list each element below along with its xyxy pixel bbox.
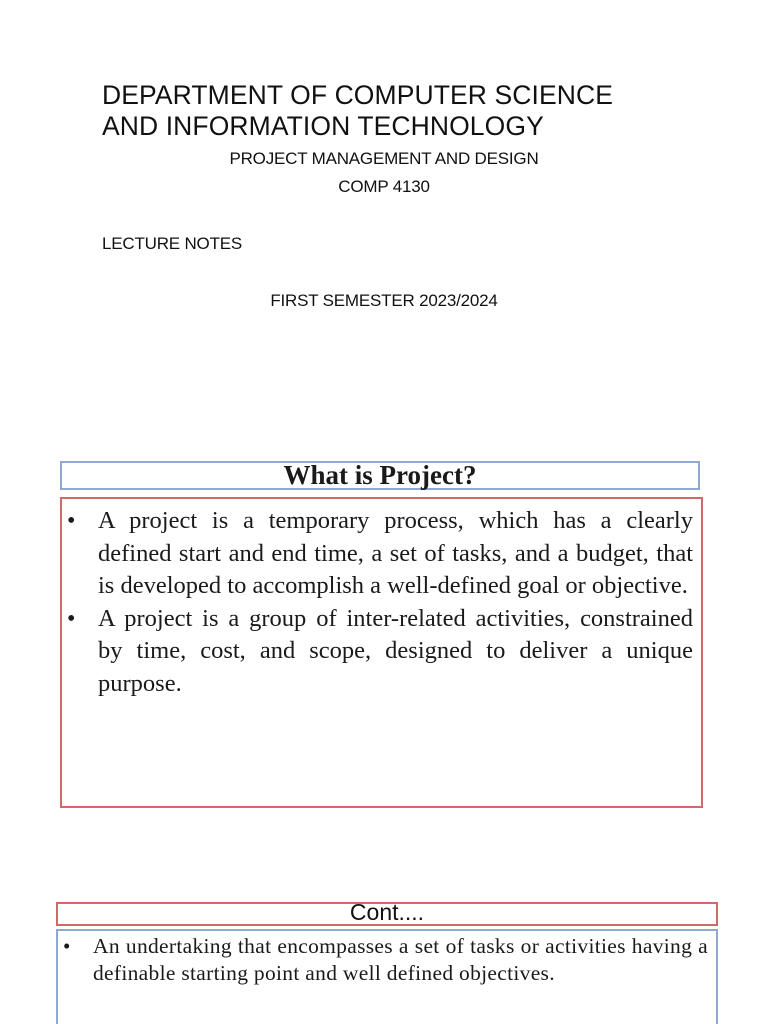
department-line-2: AND INFORMATION TECHNOLOGY bbox=[102, 111, 544, 141]
slide-2-title: Cont.... bbox=[349, 899, 425, 925]
bullet-icon: • bbox=[63, 934, 71, 958]
document-type: LECTURE NOTES bbox=[102, 234, 243, 253]
slide-2-body bbox=[56, 929, 718, 1024]
course-code: COMP 4130 bbox=[338, 177, 430, 196]
semester-label: FIRST SEMESTER 2023/2024 bbox=[270, 291, 498, 310]
slide-1-title-box bbox=[60, 461, 700, 490]
slide-1-body bbox=[60, 497, 703, 808]
slide-2-bullet bbox=[63, 933, 708, 987]
slide-2-bullet-text: An undertaking that encompasses a set of tasks or activities having a definable starting point and well defined objectives. bbox=[93, 934, 708, 985]
slide-2-title-box bbox=[56, 899, 718, 926]
slide-1-bullet bbox=[67, 505, 693, 603]
slide-1-bullet-text: A project is a group of inter-related activities, constrained by time, cost, and scope, designed to deliver a unique purpose. bbox=[98, 604, 693, 697]
department-line-1: DEPARTMENT OF COMPUTER SCIENCE bbox=[102, 80, 613, 110]
slide-1-bullet bbox=[67, 603, 693, 701]
course-name: PROJECT MANAGEMENT AND DESIGN bbox=[229, 149, 539, 168]
bullet-icon: • bbox=[67, 605, 76, 632]
slide-1-bullet-text: A project is a temporary process, which has a clearly defined start and end time, a set of tasks, and a budget, that is developed to accomplish a well-defined goal or objective. bbox=[98, 507, 693, 599]
bullet-icon: • bbox=[67, 508, 76, 534]
department-heading bbox=[102, 80, 613, 142]
slide-1-title: What is Project? bbox=[283, 460, 477, 490]
